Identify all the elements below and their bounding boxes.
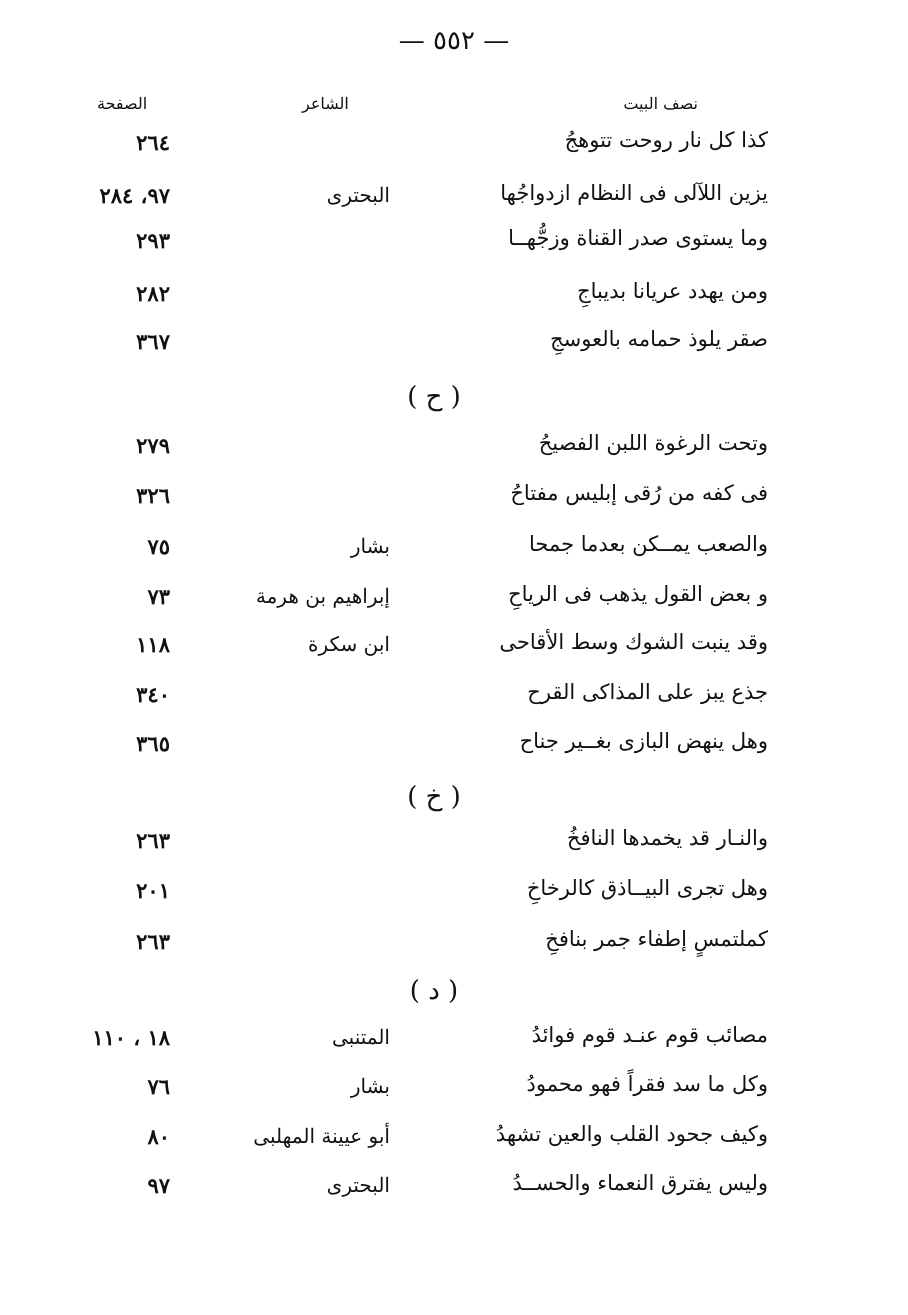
page-ref: ٢٦٣ [136,828,170,853]
poet-name: البحترى [326,183,390,207]
verse-half: كذا كل نار روحت تتوهجُ [564,128,768,152]
column-header-page: الصفحة [97,94,148,113]
poet-name: ابن سكرة [307,632,390,656]
verse-half: وكيف جحود القلب والعين تشهدُ [495,1122,768,1146]
table-row [0,729,908,765]
page-ref: ٢٠١ [136,878,170,903]
page-ref: ٣٦٥ [136,731,170,756]
verse-half: ومن يهدد عريانا بديباجِ [577,279,768,303]
page-ref: ٣٤٠ [136,682,170,707]
table-row [0,582,908,618]
verse-half: فى كفه من رُقى إبليس مفتاحُ [510,481,768,505]
verse-half: والصعب يمــكن بعدما جمحا [529,532,768,556]
page-ref: ٢٦٤ [136,130,170,155]
verse-half: والنـار قد يخمدها النافخُ [566,826,768,850]
table-row [0,630,908,666]
verse-half: صقر يلوذ حمامه بالعوسجِ [550,327,768,351]
table-row [0,431,908,467]
page-ref: ٣٦٧ [136,329,170,354]
table-row [0,826,908,862]
page-ref: ٧٦ [147,1074,170,1099]
poet-name: المتنبى [332,1025,390,1049]
verse-half: وليس يفترق النعماء والحســدُ [512,1171,768,1195]
poet-name: إبراهيم بن هرمة [255,584,390,608]
page-ref: ٢٩٣ [136,228,170,253]
poet-name: أبو عيينة المهلبى [253,1124,390,1148]
table-row [0,226,908,262]
section-heading-dal: ( د ) [409,976,459,1006]
table-row [0,1072,908,1108]
page-ref: ١٨ ، ١١٠ [92,1025,170,1050]
table-row [0,1122,908,1158]
verse-half: وهل ينهض البازى بغــير جناح [519,729,768,753]
table-row [0,1023,908,1059]
poet-name: بشار [350,534,390,558]
page-number: — ٥٥٢ — [398,26,510,56]
verse-half: وقد ينبت الشوك وسط الأقاحى [499,630,768,654]
page-ref: ٩٧ [147,1173,170,1198]
poet-name: البحترى [326,1173,390,1197]
verse-half: و بعض القول يذهب فى الرياحِ [508,582,768,606]
page-ref: ٩٧، ٢٨٤ [99,183,170,208]
table-row [0,181,908,217]
verse-half: وهل تجرى البيــاذق كالرخاخِ [526,876,768,900]
table-row [0,1171,908,1207]
table-row [0,680,908,716]
page-ref: ٣٢٦ [136,483,170,508]
table-row [0,481,908,517]
column-header-poet: الشاعر [302,94,349,113]
table-row [0,927,908,963]
table-row [0,279,908,315]
verse-half: جذع يبز على المذاكى القرح [527,680,768,704]
table-row [0,128,908,164]
page-ref: ٧٥ [147,534,170,559]
verse-half: مصائب قوم عنـد قوم فوائدُ [531,1023,768,1047]
page-ref: ١١٨ [136,632,170,657]
verse-half: يزين اللآلى فى النظام ازدواجُها [500,181,768,205]
verse-half: وتحت الرغوة اللبن الفصيحُ [538,431,768,455]
verse-half: وما يستوى صدر القناة وزجُّهــا [508,226,768,250]
page-ref: ٢٦٣ [136,929,170,954]
page-ref: ٢٧٩ [136,433,170,458]
table-row [0,327,908,363]
section-heading-kha: ( خ ) [407,782,461,812]
table-row [0,876,908,912]
verse-half: كملتمسٍ إطفاء جمر بنافخِ [545,927,768,951]
page-ref: ٢٨٢ [136,281,170,306]
poet-name: بشار [350,1074,390,1098]
section-heading-ha: ( ح ) [407,382,461,412]
column-header-verse: نصف البيت [623,94,698,113]
table-row [0,532,908,568]
page-ref: ٨٠ [147,1124,170,1149]
page-ref: ٧٣ [147,584,170,609]
verse-half: وكل ما سد فقراً فهو محمودُ [526,1072,768,1096]
